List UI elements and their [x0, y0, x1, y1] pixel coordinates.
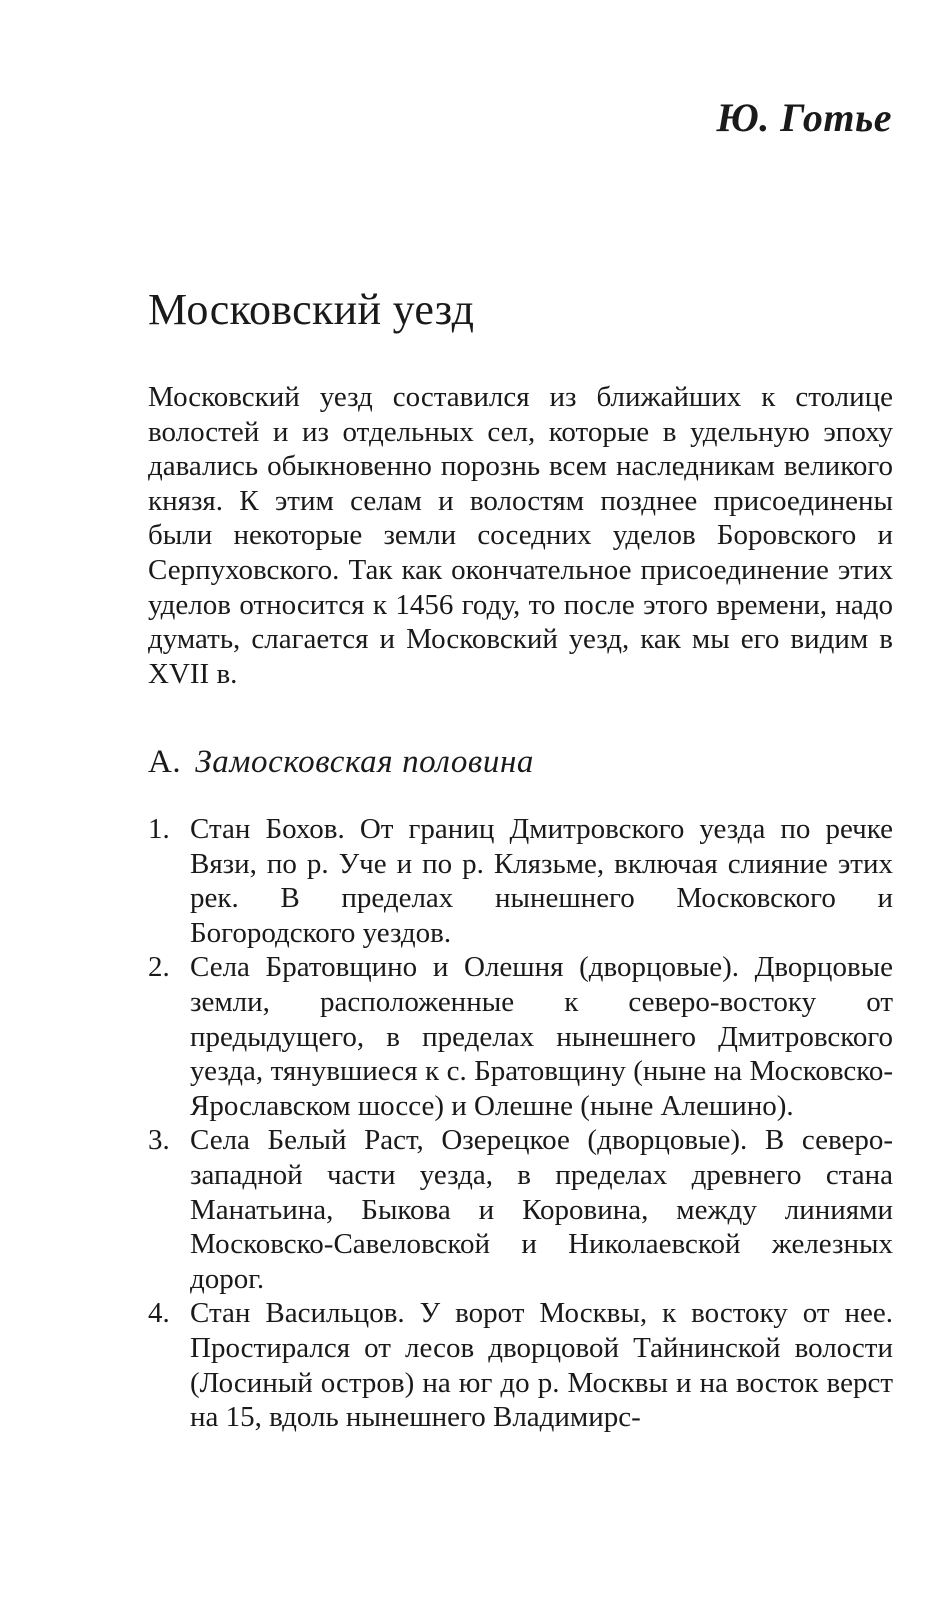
list-item — [148, 1296, 893, 1434]
entry-text: Стан Васильцов. У ворот Москвы, к востоку от нее. Простирался от лесов дворцовой Тайнинской волости (Лосиный остров) на юг до р. Москвы и на восток верст на 15, вдоль нынешнего Владимирс- — [190, 1297, 893, 1434]
entry-text: Села Белый Раст, Озерецкое (дворцовые). В северо-западной части уезда, в пределах древнего стана Манатьина, Быкова и Коровина, между линиями Московско-Савеловской и Николаевской железных дорог. — [190, 1124, 893, 1295]
list-item — [148, 1123, 893, 1296]
section-title: Замосковская половина — [195, 744, 535, 780]
chapter-title: Московский уезд — [148, 285, 475, 334]
intro-paragraph: Московский уезд составился из ближайших к столице волостей и из отдельных сел, которые в удельную эпоху давались обыкновенно порознь всем наследникам великого князя. К этим селам и волостям позднее присоединены были некоторые земли соседних уделов Боровского и Серпуховского. Так как окончательное присоединение этих уделов относится к 1456 году, то после этого времени, надо думать, слагается и Московский уезд, как мы его видим в XVII в. — [148, 381, 893, 690]
list-item — [148, 950, 893, 1123]
entry-number: 4. — [148, 1297, 170, 1330]
entry-number: 2. — [148, 951, 170, 984]
entry-text: Стан Бохов. От границ Дмитровского уезда по речке Вязи, по р. Уче и по р. Клязьме, включая слияние этих рек. В пределах нынешнего Московского и Богородского уездов. — [190, 813, 893, 949]
entry-number: 1. — [148, 813, 170, 845]
section-heading — [148, 744, 534, 781]
entry-number: 3. — [148, 1124, 170, 1157]
running-head-author: Ю. Готье — [716, 95, 892, 140]
entry-text: Села Братовщино и Олешня (дворцовые). Дворцовые земли, расположенные к северо-востоку от предыдущего, в пределах нынешнего Дмитровского уезда, тянувшиеся к с. Братовщину (ныне на Московско-Ярославском шоссе) и Олешне (ныне Алешино). — [190, 951, 893, 1122]
section-letter: А. — [148, 744, 182, 780]
section-entries — [148, 812, 893, 1435]
list-item — [148, 812, 893, 950]
